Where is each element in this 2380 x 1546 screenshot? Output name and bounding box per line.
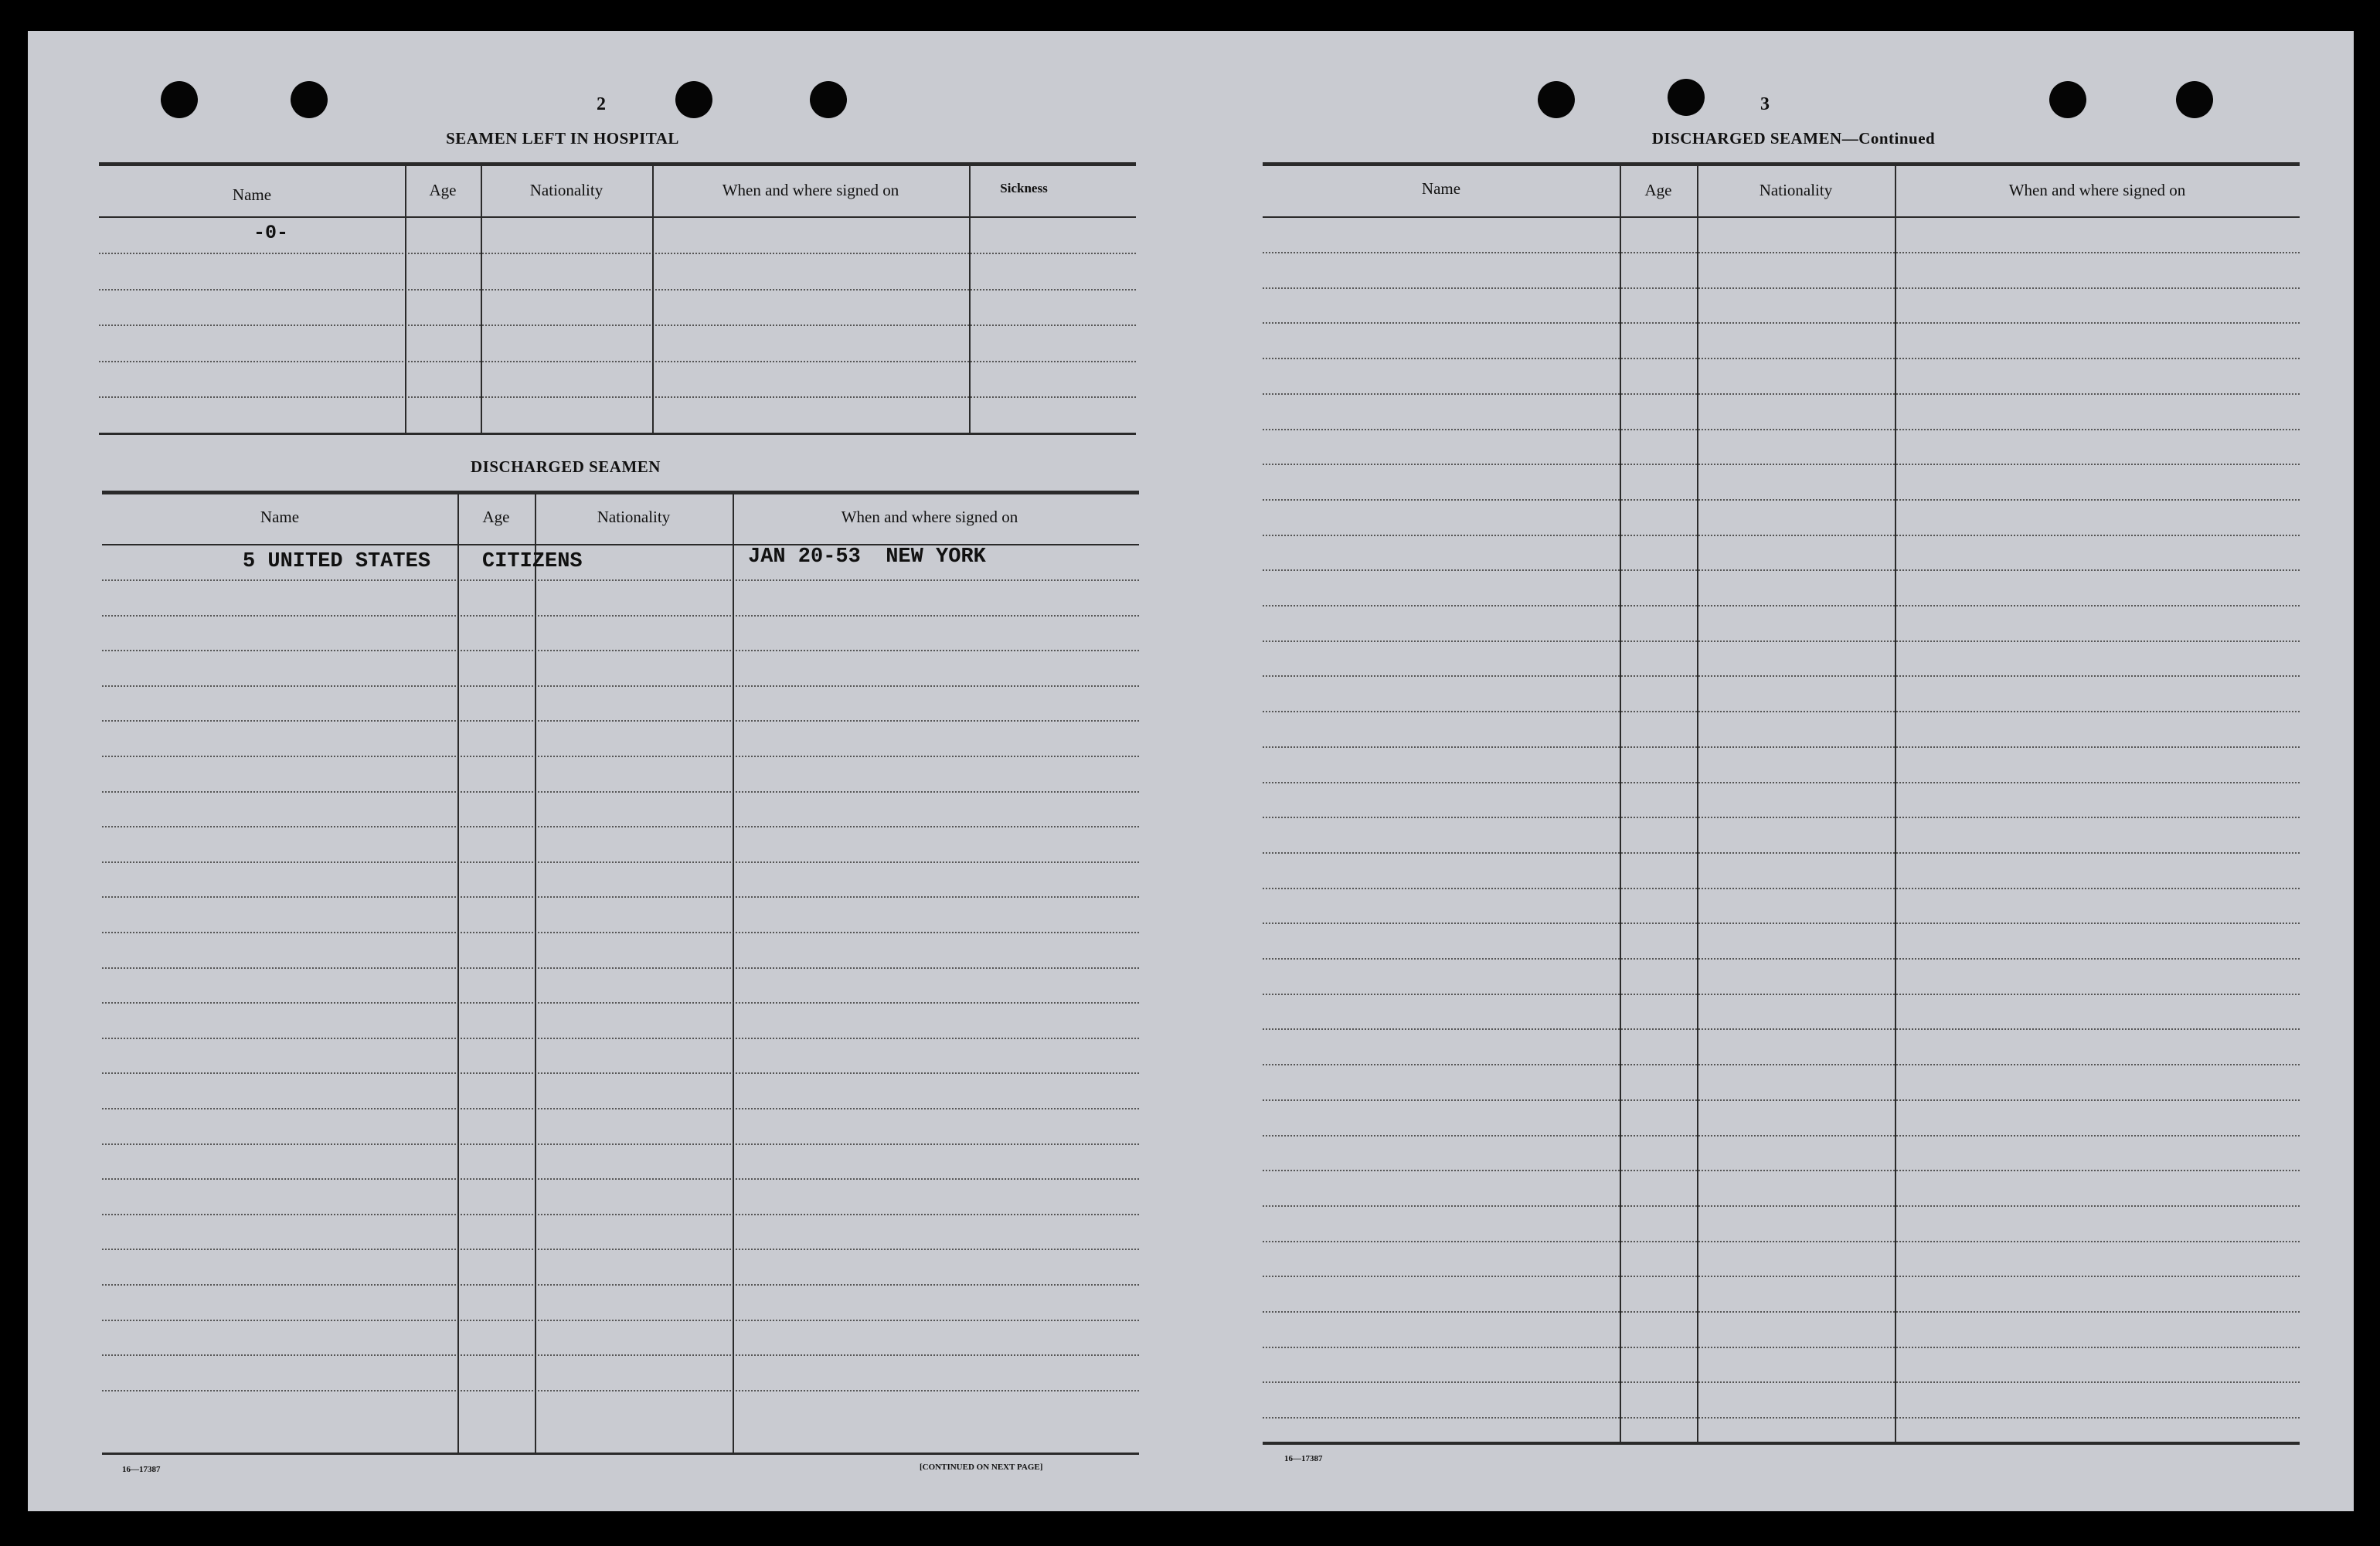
table-row-rule: [102, 720, 1139, 722]
table-row-rule: [1263, 569, 2300, 571]
right-col-divider: [1895, 165, 1896, 1443]
table-row-rule: [1263, 1064, 2300, 1065]
discharged-section-title: DISCHARGED SEAMEN: [471, 457, 661, 476]
discharged-col-divider: [733, 493, 734, 1453]
table-row-rule: [1263, 535, 2300, 536]
page-number: 3: [1760, 94, 1770, 114]
right-header-age: Age: [1644, 181, 1672, 199]
hospital-col-divider: [969, 164, 971, 433]
table-row-rule: [1263, 923, 2300, 924]
hospital-header-age: Age: [429, 181, 457, 199]
discharged-entry-signed-on: JAN 20-53 NEW YORK: [748, 545, 986, 569]
table-row-rule: [1263, 1170, 2300, 1171]
table-row-rule: [1263, 1205, 2300, 1207]
hospital-header-name: Name: [232, 185, 272, 204]
hospital-section-title: SEAMEN LEFT IN HOSPITAL: [446, 129, 679, 148]
table-row-rule: [102, 1390, 1139, 1391]
table-row-rule: [1263, 1381, 2300, 1383]
punch-hole: [291, 81, 328, 118]
right-col-divider: [1697, 165, 1698, 1443]
table-row-rule: [1263, 852, 2300, 854]
table-row-rule: [102, 579, 1139, 581]
table-row-rule: [1263, 605, 2300, 607]
table-row-rule: [1263, 322, 2300, 324]
table-row-rule: [1263, 429, 2300, 430]
form-number: 16—17387: [1284, 1454, 1323, 1463]
punch-hole: [810, 81, 847, 118]
hospital-header-rule: [99, 216, 1136, 218]
page-number: 2: [597, 94, 606, 114]
table-row-rule: [1263, 252, 2300, 253]
punch-hole: [2049, 81, 2086, 118]
table-row-rule: [1263, 1276, 2300, 1277]
discharged-entry-nationality: CITIZENS: [482, 550, 583, 573]
right-bottom-rule: [1263, 1442, 2300, 1445]
hospital-col-divider: [405, 164, 406, 433]
right-header-nationality: Nationality: [1759, 181, 1833, 199]
table-row-rule: [99, 361, 1136, 362]
table-row-rule: [102, 1284, 1139, 1286]
table-row-rule: [1263, 1241, 2300, 1242]
punch-hole: [161, 81, 198, 118]
table-row-rule: [99, 253, 1136, 254]
punch-hole: [2176, 81, 2213, 118]
discharged-continued-title: [1287, 129, 2300, 148]
hospital-header-sickness: Sickness: [1000, 181, 1048, 195]
discharged-entry-name: 5 UNITED STATES: [243, 550, 431, 573]
table-row-rule: [102, 826, 1139, 827]
table-row-rule: [102, 1214, 1139, 1215]
table-row-rule: [102, 896, 1139, 898]
table-row-rule: [102, 1038, 1139, 1039]
right-col-divider: [1620, 165, 1621, 1443]
table-row-rule: [102, 1108, 1139, 1109]
discharged-header-signed-on: When and where signed on: [841, 508, 1018, 526]
table-row-rule: [1263, 393, 2300, 395]
table-row-rule: [1263, 817, 2300, 818]
table-row-rule: [1263, 499, 2300, 501]
table-row-rule: [1263, 287, 2300, 289]
right-header-rule: [1263, 216, 2300, 218]
continued-note: [CONTINUED ON NEXT PAGE]: [920, 1463, 1043, 1472]
discharged-col-divider: [535, 493, 536, 1453]
hospital-top-rule: [99, 162, 1136, 166]
table-row-rule: [102, 1178, 1139, 1180]
hospital-col-divider: [481, 164, 482, 433]
table-row-rule: [102, 1002, 1139, 1004]
table-row-rule: [102, 650, 1139, 651]
document-sheet: [28, 31, 2354, 1511]
table-row-rule: [1263, 675, 2300, 677]
table-row-rule: [102, 1249, 1139, 1250]
table-row-rule: [102, 615, 1139, 617]
table-row-rule: [1263, 711, 2300, 712]
table-row-rule: [102, 1072, 1139, 1074]
table-row-rule: [1263, 464, 2300, 465]
right-header-signed-on: When and where signed on: [2008, 181, 2186, 199]
form-number: 16—17387: [122, 1465, 161, 1474]
table-row-rule: [1263, 888, 2300, 889]
discharged-continued-title-suffix: —Continued: [1841, 129, 1936, 148]
right-header-name: Name: [1421, 179, 1461, 198]
hospital-header-nationality: Nationality: [529, 181, 604, 199]
table-row-rule: [1263, 358, 2300, 359]
hospital-col-divider: [652, 164, 654, 433]
table-row-rule: [1263, 1347, 2300, 1348]
table-row-rule: [1263, 994, 2300, 995]
table-row-rule: [102, 967, 1139, 969]
punch-hole: [1538, 81, 1575, 118]
table-row-rule: [102, 1354, 1139, 1356]
table-row-rule: [1263, 1311, 2300, 1313]
punch-hole: [1668, 79, 1705, 116]
table-row-rule: [102, 791, 1139, 793]
punch-hole: [675, 81, 712, 118]
table-row-rule: [99, 396, 1136, 398]
discharged-bottom-rule: [102, 1453, 1139, 1455]
hospital-entry-name: -0-: [253, 222, 289, 244]
table-row-rule: [102, 685, 1139, 687]
table-row-rule: [99, 289, 1136, 291]
table-row-rule: [1263, 746, 2300, 748]
discharged-top-rule: [102, 491, 1139, 494]
table-row-rule: [1263, 958, 2300, 960]
discharged-col-divider: [457, 493, 459, 1453]
discharged-header-name: Name: [260, 508, 300, 526]
hospital-bottom-rule: [99, 433, 1136, 435]
table-row-rule: [102, 932, 1139, 933]
right-top-rule: [1263, 162, 2300, 166]
table-row-rule: [1263, 782, 2300, 783]
discharged-continued-title-main: DISCHARGED SEAMEN: [1651, 129, 1842, 148]
hospital-header-signed-on: When and where signed on: [722, 181, 899, 199]
table-row-rule: [102, 861, 1139, 863]
table-row-rule: [1263, 1135, 2300, 1137]
table-row-rule: [1263, 1417, 2300, 1419]
discharged-header-nationality: Nationality: [597, 508, 671, 526]
table-row-rule: [1263, 1028, 2300, 1030]
table-row-rule: [99, 324, 1136, 326]
table-row-rule: [102, 756, 1139, 757]
table-row-rule: [102, 1143, 1139, 1145]
table-row-rule: [1263, 640, 2300, 642]
discharged-header-age: Age: [482, 508, 510, 526]
table-row-rule: [1263, 1099, 2300, 1101]
table-row-rule: [102, 1320, 1139, 1321]
